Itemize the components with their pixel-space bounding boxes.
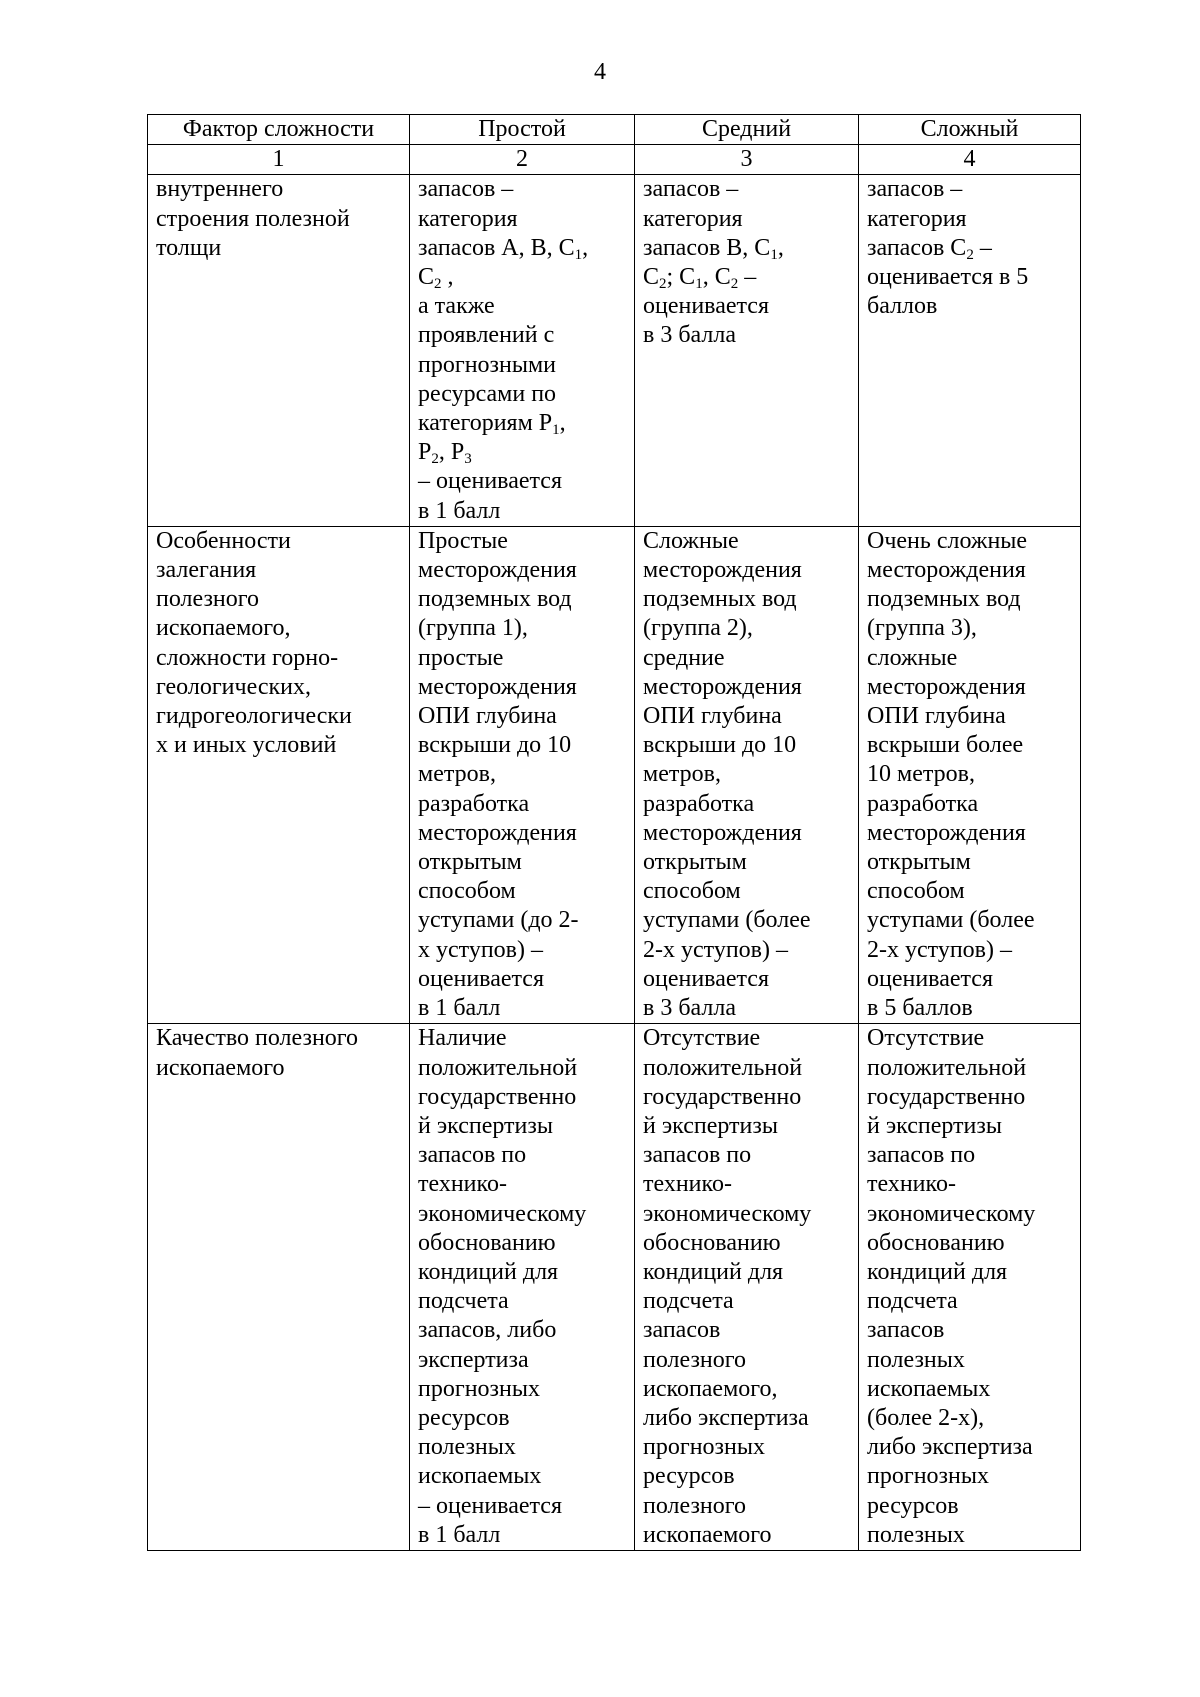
cell-text-line: 10 метров, bbox=[867, 761, 975, 788]
cell-text-line: либо экспертиза bbox=[643, 1404, 809, 1431]
cell-text-line: разработка bbox=[643, 790, 755, 817]
cell-text-line: сложные bbox=[867, 644, 958, 671]
cell-text-line: й экспертизы bbox=[418, 1112, 553, 1139]
cell-text-line: месторождения bbox=[418, 557, 577, 584]
cell-text-line: 2-х уступов) – bbox=[643, 936, 788, 963]
cell-text-line: запасов по bbox=[418, 1142, 527, 1169]
cell-text-line: (группа 1), bbox=[418, 615, 528, 642]
cell-text-line: ресурсов bbox=[643, 1463, 735, 1490]
table-cell-complex bbox=[859, 1024, 1081, 1551]
cell-text-line: гидрогеологически bbox=[156, 703, 352, 730]
cell-text-line: полезного bbox=[156, 586, 260, 613]
cell-text-line: способом bbox=[418, 878, 516, 905]
cell-text-line: – оценивается bbox=[418, 468, 562, 495]
cell-text-line: технико- bbox=[643, 1171, 732, 1198]
cell-text-line: оценивается bbox=[643, 965, 769, 992]
cell-text-line: проявлений с bbox=[418, 322, 555, 349]
cell-text-line: толщи bbox=[156, 234, 222, 261]
cell-text-line: в 1 балл bbox=[418, 1521, 501, 1548]
cell-text-line: прогнозных bbox=[643, 1434, 765, 1461]
cell-text-line: в 3 балла bbox=[643, 995, 737, 1022]
cell-text-line: полезных bbox=[867, 1346, 965, 1373]
cell-text-line: баллов bbox=[867, 293, 938, 320]
cell-text-line: Очень сложные bbox=[867, 527, 1028, 554]
cell-text-line: ресурсов bbox=[867, 1492, 959, 1519]
cell-text-line: (более 2-х), bbox=[867, 1404, 985, 1431]
cell-text-line: залегания bbox=[156, 557, 257, 584]
cell-text-line: кондиций для bbox=[418, 1258, 559, 1285]
cell-text-line: государственно bbox=[867, 1083, 1026, 1110]
cell-text-line: экспертиза bbox=[418, 1346, 529, 1373]
table-row bbox=[148, 175, 1081, 526]
table-header-row bbox=[148, 115, 1081, 145]
table-cell-simple bbox=[410, 526, 635, 1023]
cell-text-line: кондиций для bbox=[643, 1258, 784, 1285]
table-row bbox=[148, 1024, 1081, 1551]
cell-text-line: месторождения bbox=[418, 819, 577, 846]
cell-text-line: $C_2$ , bbox=[418, 264, 454, 293]
cell-text-line: открытым bbox=[418, 849, 522, 876]
cell-text-line: запасов – bbox=[418, 176, 514, 203]
cell-text-line: геологических, bbox=[156, 673, 312, 700]
cell-text-line: ископаемых bbox=[418, 1463, 542, 1490]
cell-text-line: уступами (более bbox=[867, 907, 1035, 934]
cell-text-line: месторождения bbox=[867, 557, 1026, 584]
cell-text-line: открытым bbox=[643, 849, 747, 876]
cell-text-line: $C_2$; $C_1$, $C_2$ – bbox=[643, 264, 757, 293]
cell-text-line: прогнозных bbox=[418, 1375, 540, 1402]
cell-text-line: ОПИ глубина bbox=[643, 703, 782, 730]
cell-text-line: полезных bbox=[418, 1434, 516, 1461]
cell-text-line: Отсутствие bbox=[867, 1025, 985, 1052]
cell-text-line: подземных вод bbox=[867, 586, 1021, 613]
header-cell-complex: Сложный bbox=[859, 115, 1081, 145]
column-number-cell: 1 bbox=[148, 145, 410, 175]
cell-text-line: экономическому bbox=[867, 1200, 1036, 1227]
cell-text-line: внутреннего bbox=[156, 176, 284, 203]
cell-text-line: полезных bbox=[867, 1521, 965, 1548]
table-cell-factor bbox=[148, 1024, 410, 1551]
cell-text-line: либо экспертиза bbox=[867, 1434, 1033, 1461]
cell-text-line: категория bbox=[643, 205, 743, 232]
cell-text-line: оценивается bbox=[867, 965, 993, 992]
cell-text-line: в 5 баллов bbox=[867, 995, 973, 1022]
cell-text-line: ОПИ глубина bbox=[418, 703, 557, 730]
cell-text-line: средние bbox=[643, 644, 725, 671]
cell-text-line: месторождения bbox=[643, 819, 802, 846]
column-number-cell: 4 bbox=[859, 145, 1081, 175]
table-cell-complex bbox=[859, 526, 1081, 1023]
cell-text-line: х уступов) – bbox=[418, 936, 543, 963]
table-cell-medium bbox=[635, 175, 859, 526]
cell-text-line: метров, bbox=[643, 761, 721, 788]
cell-text-line: Простые bbox=[418, 527, 508, 554]
column-number-row bbox=[148, 145, 1081, 175]
cell-text-line: запасов – bbox=[643, 176, 739, 203]
cell-text-line: кондиций для bbox=[867, 1258, 1008, 1285]
cell-text-line: месторождения bbox=[867, 819, 1026, 846]
cell-text-line: запасов B, $C_1$, bbox=[643, 234, 784, 263]
cell-text-line: запасов по bbox=[643, 1142, 752, 1169]
cell-text-line: ископаемых bbox=[867, 1375, 991, 1402]
cell-text-line: технико- bbox=[418, 1171, 507, 1198]
cell-text-line: в 1 балл bbox=[418, 497, 501, 524]
cell-text-line: (группа 3), bbox=[867, 615, 977, 642]
cell-text-line: положительной bbox=[418, 1054, 578, 1081]
cell-text-line: Наличие bbox=[418, 1025, 507, 1052]
cell-text-line: категория bbox=[418, 205, 518, 232]
cell-text-line: (группа 2), bbox=[643, 615, 753, 642]
cell-text-line: – оценивается bbox=[418, 1492, 562, 1519]
cell-text-line: запасов по bbox=[867, 1142, 976, 1169]
header-cell-medium: Средний bbox=[635, 115, 859, 145]
cell-text-line: Отсутствие bbox=[643, 1025, 761, 1052]
cell-text-line: простые bbox=[418, 644, 504, 671]
cell-text-line: в 3 балла bbox=[643, 322, 737, 349]
cell-text-line: способом bbox=[643, 878, 741, 905]
cell-text-line: Качество полезного bbox=[156, 1025, 359, 1052]
cell-text-line: обоснованию bbox=[867, 1229, 1005, 1256]
cell-text-line: строения полезной bbox=[156, 205, 350, 232]
cell-text-line: уступами (более bbox=[643, 907, 811, 934]
cell-text-line: государственно bbox=[643, 1083, 802, 1110]
cell-text-line: ресурсами по bbox=[418, 380, 557, 407]
cell-text-line: открытым bbox=[867, 849, 971, 876]
cell-text-line: уступами (до 2- bbox=[418, 907, 579, 934]
cell-text-line: метров, bbox=[418, 761, 496, 788]
cell-text-line: подсчета bbox=[643, 1288, 734, 1315]
table-cell-complex bbox=[859, 175, 1081, 526]
cell-text-line: категория bbox=[867, 205, 967, 232]
table-row bbox=[148, 526, 1081, 1023]
cell-text-line: месторождения bbox=[418, 673, 577, 700]
cell-text-line: х и иных условий bbox=[156, 732, 337, 759]
table-cell-medium bbox=[635, 526, 859, 1023]
cell-text-line: а также bbox=[418, 293, 495, 320]
table-cell-factor bbox=[148, 526, 410, 1023]
cell-text-line: вскрыши более bbox=[867, 732, 1024, 759]
page-number: 4 bbox=[594, 59, 606, 85]
cell-text-line: экономическому bbox=[643, 1200, 812, 1227]
cell-text-line: разработка bbox=[867, 790, 979, 817]
cell-text-line: месторождения bbox=[643, 557, 802, 584]
cell-text-line: экономическому bbox=[418, 1200, 587, 1227]
cell-text-line: ресурсов bbox=[418, 1404, 510, 1431]
cell-text-line: разработка bbox=[418, 790, 530, 817]
header-cell-simple: Простой bbox=[410, 115, 635, 145]
cell-text-line: ископаемого, bbox=[156, 615, 291, 642]
cell-text-line: подсчета bbox=[418, 1288, 509, 1315]
column-number-cell: 3 bbox=[635, 145, 859, 175]
cell-text-line: оценивается в 5 bbox=[867, 264, 1029, 291]
cell-text-line: ОПИ глубина bbox=[867, 703, 1006, 730]
cell-text-line: вскрыши до 10 bbox=[643, 732, 797, 759]
cell-text-line: полезного bbox=[643, 1346, 747, 1373]
cell-text-line: месторождения bbox=[643, 673, 802, 700]
cell-text-line: 2-х уступов) – bbox=[867, 936, 1012, 963]
cell-text-line: подсчета bbox=[867, 1288, 958, 1315]
header-cell-factor: Фактор сложности bbox=[148, 115, 410, 145]
cell-text-line: прогнозных bbox=[867, 1463, 989, 1490]
cell-text-line: обоснованию bbox=[418, 1229, 556, 1256]
cell-text-line: запасов A, B, $C_1$, bbox=[418, 234, 589, 263]
cell-text-line: в 1 балл bbox=[418, 995, 501, 1022]
cell-text-line: запасов $C_2$ – bbox=[867, 234, 992, 263]
cell-text-line: сложности горно- bbox=[156, 644, 339, 671]
cell-text-line: обоснованию bbox=[643, 1229, 781, 1256]
cell-text-line: технико- bbox=[867, 1171, 956, 1198]
table-cell-medium bbox=[635, 1024, 859, 1551]
cell-text-line: оценивается bbox=[643, 293, 769, 320]
cell-text-line: месторождения bbox=[867, 673, 1026, 700]
cell-text-line: ископаемого bbox=[156, 1054, 285, 1081]
cell-text-line: Особенности bbox=[156, 527, 291, 554]
table-cell-simple bbox=[410, 175, 635, 526]
cell-text-line: запасов bbox=[867, 1317, 945, 1344]
cell-text-line: запасов – bbox=[867, 176, 963, 203]
cell-text-line: прогнозными bbox=[418, 351, 557, 378]
table-cell-factor bbox=[148, 175, 410, 526]
cell-text-line: государственно bbox=[418, 1083, 577, 1110]
cell-text-line: способом bbox=[867, 878, 965, 905]
cell-text-line: ископаемого, bbox=[643, 1375, 778, 1402]
cell-text-line: вскрыши до 10 bbox=[418, 732, 572, 759]
cell-text-line: ископаемого bbox=[643, 1521, 772, 1548]
cell-text-line: положительной bbox=[643, 1054, 803, 1081]
cell-text-line: Сложные bbox=[643, 527, 739, 554]
cell-text-line: категориям $P_1$, bbox=[418, 410, 566, 439]
cell-text-line: запасов, либо bbox=[418, 1317, 557, 1344]
cell-text-line: полезного bbox=[643, 1492, 747, 1519]
cell-text-line: положительной bbox=[867, 1054, 1027, 1081]
cell-text-line: подземных вод bbox=[643, 586, 797, 613]
complexity-factor-table bbox=[147, 114, 1081, 1551]
cell-text-line: запасов bbox=[643, 1317, 721, 1344]
column-number-cell: 2 bbox=[410, 145, 635, 175]
cell-text-line: $P_2$, $P_3$ bbox=[418, 439, 472, 468]
cell-text-line: й экспертизы bbox=[643, 1112, 778, 1139]
cell-text-line: подземных вод bbox=[418, 586, 572, 613]
cell-text-line: й экспертизы bbox=[867, 1112, 1002, 1139]
cell-text-line: оценивается bbox=[418, 965, 544, 992]
table-cell-simple bbox=[410, 1024, 635, 1551]
